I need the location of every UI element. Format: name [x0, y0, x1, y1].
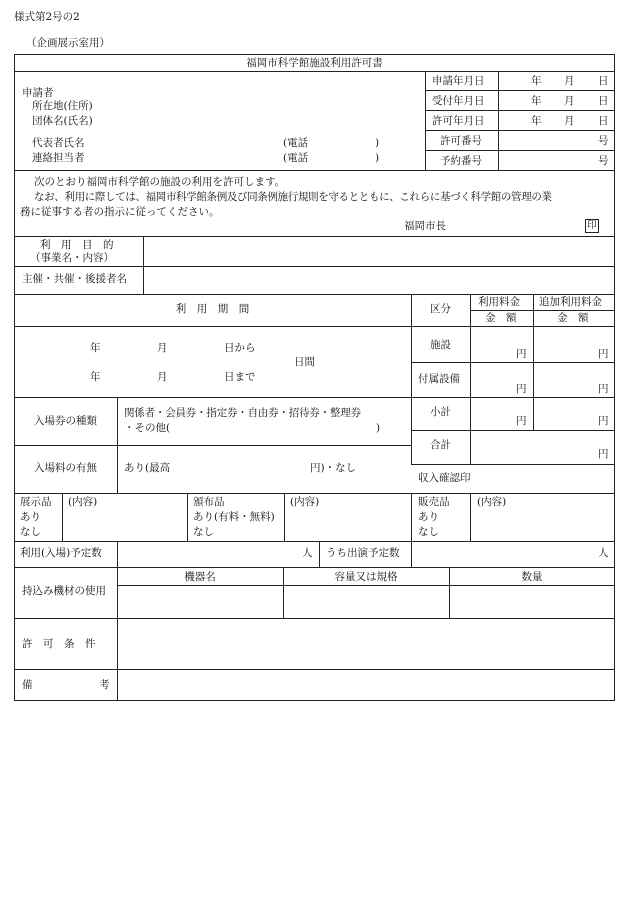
- exhibit-yes: あり: [20, 511, 41, 523]
- equipment-qty-header: 数量: [521, 571, 543, 583]
- equipment-usage-yen: 円: [516, 383, 527, 395]
- statement-line-1: 次のとおり福岡市科学館の施設の利用を許可します。: [34, 176, 286, 188]
- conditions-label: 許 可 条 件: [22, 638, 96, 650]
- end-day-until: 日まで: [224, 371, 256, 383]
- equipment-name-header: 機器名: [184, 571, 216, 583]
- equipment-use-label: 持込み機材の使用: [22, 585, 106, 597]
- subtotal-usage-yen: 円: [516, 415, 527, 427]
- distribute-no: なし: [193, 526, 214, 538]
- exhibit-content-label: (内容): [68, 496, 98, 508]
- form-title: 福岡市科学館施設利用許可書: [246, 57, 383, 69]
- permit-date-label: 許可年月日: [432, 115, 485, 127]
- sale-content-label: (内容): [477, 496, 507, 508]
- start-month: 月: [157, 342, 168, 354]
- attendance-label: 利用(入場)予定数: [20, 547, 102, 559]
- admission-no: 円)・なし: [310, 462, 357, 474]
- equipment-extra-yen: 円: [598, 383, 609, 395]
- representative-label: 代表者氏名: [32, 137, 85, 149]
- fee-facility-label: 施設: [430, 339, 451, 351]
- address-label: 所在地(住所): [32, 100, 93, 112]
- equipment-spec-header: 容量又は規格: [334, 571, 398, 583]
- reservation-number-label: 予約番号: [440, 155, 482, 167]
- permit-form: [14, 54, 615, 701]
- permit-day: 日: [598, 115, 609, 127]
- rep-phone-close: ): [375, 137, 380, 149]
- receipt-confirm-label: 収入確認印: [418, 472, 471, 484]
- ticket-type-label: 入場券の種類: [34, 415, 97, 427]
- apply-year: 年: [531, 75, 542, 87]
- receipt-month: 月: [564, 95, 575, 107]
- subtotal-extra-yen: 円: [598, 415, 609, 427]
- receipt-date-label: 受付年月日: [432, 95, 485, 107]
- end-month: 月: [157, 371, 168, 383]
- usage-fee-label: 利用料金: [478, 296, 520, 308]
- contact-phone-label: (電話: [283, 152, 309, 164]
- sponsor-label: 主催・共催・後援者名: [22, 273, 127, 285]
- permit-year: 年: [531, 115, 542, 127]
- contact-label: 連絡担当者: [32, 152, 85, 164]
- fee-equipment-label: 付属設備: [418, 373, 460, 385]
- extra-amount-label: 金 額: [557, 312, 589, 324]
- sale-label: 販売品: [418, 496, 450, 508]
- distribute-label: 頒布品: [193, 496, 225, 508]
- permit-month: 月: [564, 115, 575, 127]
- contact-phone-close: ): [375, 152, 380, 164]
- facility-extra-yen: 円: [598, 348, 609, 360]
- sale-no: なし: [418, 526, 439, 538]
- fee-subtotal-label: 小計: [430, 406, 451, 418]
- remarks-label-b: 考: [99, 679, 110, 691]
- receipt-day: 日: [598, 95, 609, 107]
- statement-line-2: なお、利用に際しては、福岡市科学館条例及び同条例施行規則を守るとともに、これらに基づく科学館の管理の業: [34, 191, 552, 203]
- ticket-other-close: ): [376, 422, 381, 434]
- performers-unit: 人: [598, 547, 609, 559]
- remarks-label-a: 備: [22, 679, 33, 691]
- extra-fee-label: 追加利用料金: [539, 296, 602, 308]
- rep-phone-label: (電話: [283, 137, 309, 149]
- permit-number-unit: 号: [598, 135, 609, 147]
- period-days: 日間: [294, 356, 315, 368]
- sale-yes: あり: [418, 511, 439, 523]
- permit-number-label: 許可番号: [440, 135, 482, 147]
- start-year: 年: [90, 342, 101, 354]
- reservation-number-unit: 号: [598, 155, 609, 167]
- apply-date-label: 申請年月日: [432, 75, 485, 87]
- mayor-signer: 福岡市長: [404, 220, 446, 232]
- admission-label: 入場料の有無: [34, 462, 97, 474]
- purpose-sublabel: （事業名・内容）: [30, 252, 114, 264]
- ticket-types: 関係者・会員券・指定券・自由券・招待券・整理券: [124, 407, 361, 419]
- performers-label: うち出演予定数: [326, 547, 400, 559]
- exhibit-label: 展示品: [20, 496, 52, 508]
- apply-day: 日: [598, 75, 609, 87]
- form-variant: （企画展示室用）: [26, 37, 110, 49]
- distribute-yes: あり(有料・無料): [193, 511, 275, 523]
- usage-amount-label: 金 額: [485, 312, 517, 324]
- attendance-unit: 人: [302, 547, 313, 559]
- receipt-year: 年: [531, 95, 542, 107]
- exhibit-no: なし: [20, 526, 41, 538]
- organization-label: 団体名(氏名): [32, 115, 93, 127]
- total-yen: 円: [598, 448, 609, 460]
- start-day-from: 日から: [224, 342, 256, 354]
- period-header: 利 用 期 間: [175, 303, 250, 315]
- fee-total-label: 合計: [430, 439, 451, 451]
- purpose-label: 利 用 目 的: [40, 239, 114, 251]
- admission-yes: あり(最高: [124, 462, 171, 474]
- ticket-other: ・その他(: [124, 422, 171, 434]
- form-number: 様式第2号の2: [14, 11, 80, 23]
- distribute-content-label: (内容): [290, 496, 320, 508]
- facility-usage-yen: 円: [516, 348, 527, 360]
- statement-line-3: 務に従事する者の指示に従ってください。: [20, 206, 220, 218]
- apply-month: 月: [564, 75, 575, 87]
- fee-category-label: 区分: [430, 303, 451, 315]
- seal-mark: 印: [587, 220, 597, 231]
- applicant-heading: 申請者: [22, 87, 54, 99]
- end-year: 年: [90, 371, 101, 383]
